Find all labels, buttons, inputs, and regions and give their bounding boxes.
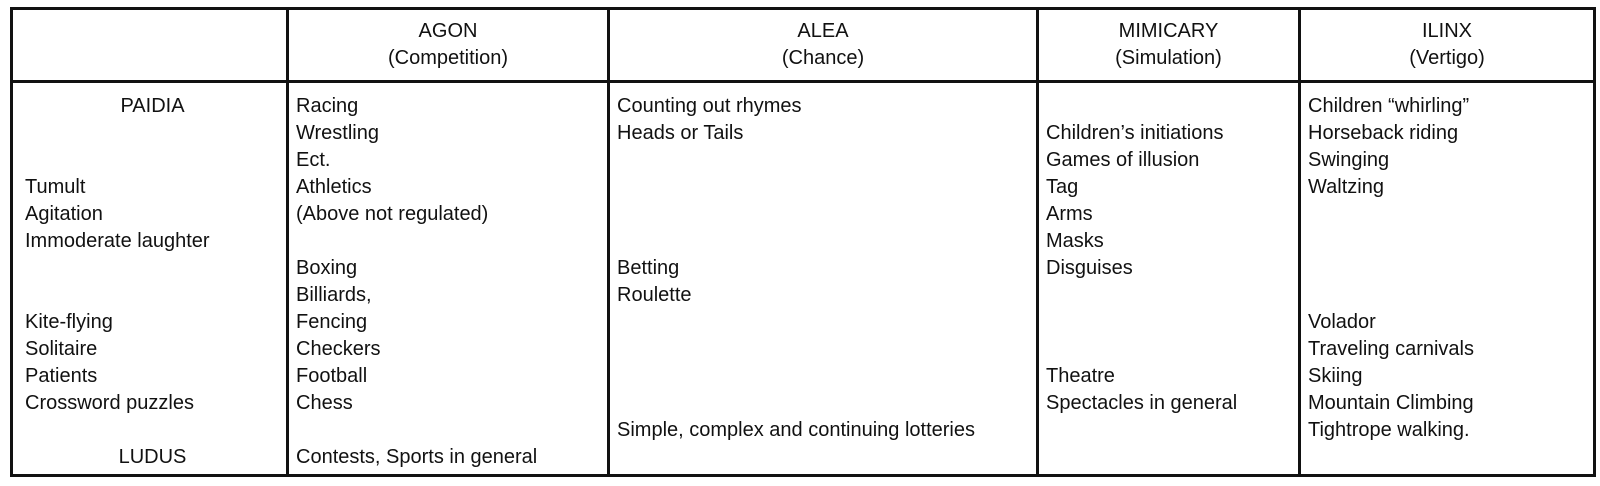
- row-label-item: Tumult: [25, 176, 86, 198]
- mimicary-item: [1046, 417, 1237, 444]
- header-ilinx: [1301, 10, 1593, 80]
- row-label-item: [25, 255, 280, 282]
- alea-item: [617, 363, 975, 390]
- row-label-item: Crossword puzzles: [25, 392, 194, 414]
- mimicary-item: Theatre: [1046, 365, 1115, 387]
- ilinx-item: Mountain Climbing: [1308, 392, 1474, 414]
- mimicary-item: [1046, 282, 1237, 309]
- agon-item: Boxing: [296, 257, 358, 279]
- header-agon: [289, 10, 607, 80]
- row-label-column: [25, 93, 280, 471]
- header-alea-name: ALEA: [797, 20, 849, 42]
- header-alea: [610, 10, 1036, 80]
- mimicary-item: Tag: [1046, 176, 1079, 198]
- ilinx-item: Horseback riding: [1308, 122, 1459, 144]
- paidia-label: PAIDIA: [120, 95, 185, 117]
- ilinx-item: Skiing: [1308, 365, 1363, 387]
- mimicary-item: Spectacles in general: [1046, 392, 1238, 414]
- header-agon-name: AGON: [418, 20, 478, 42]
- alea-item: [617, 174, 975, 201]
- ilinx-item: Children “whirling”: [1308, 95, 1470, 117]
- header-ilinx-name: ILINX: [1421, 20, 1473, 42]
- mimicary-item: Disguises: [1046, 257, 1133, 279]
- ludus-label: LUDUS: [118, 446, 187, 468]
- alea-item: Counting out rhymes: [617, 95, 802, 117]
- row-label-item: Agitation: [25, 203, 103, 225]
- row-label-item: Kite-flying: [25, 311, 113, 333]
- ilinx-column: [1308, 93, 1474, 471]
- agon-item: Football: [296, 365, 368, 387]
- header-agon-sub: (Competition): [387, 47, 509, 69]
- agon-item: Ect.: [296, 149, 331, 171]
- row-label-item: Patients: [25, 365, 98, 387]
- mimicary-item: [1046, 336, 1237, 363]
- alea-item: Roulette: [617, 284, 692, 306]
- mimicary-item: Children’s initiations: [1046, 122, 1224, 144]
- header-mimicary-sub: (Simulation): [1115, 47, 1222, 69]
- alea-item: [617, 309, 975, 336]
- agon-item: Checkers: [296, 338, 381, 360]
- mimicary-column: [1046, 93, 1237, 471]
- row-label-list: [25, 93, 280, 471]
- agon-column: [296, 93, 537, 471]
- row-label-item: [25, 417, 280, 444]
- mimicary-item: Games of illusion: [1046, 149, 1200, 171]
- ilinx-item: [1308, 201, 1474, 228]
- agon-item: Chess: [296, 392, 353, 414]
- games-classification-table: [10, 7, 1596, 477]
- agon-item: Wrestling: [296, 122, 379, 144]
- row-label-item: [25, 120, 280, 147]
- row-label-item: Solitaire: [25, 338, 98, 360]
- row-label-item: [25, 282, 280, 309]
- mimicary-item: [1046, 444, 1237, 471]
- header-mimicary: [1039, 10, 1298, 80]
- header-mimicary-name: MIMICARY: [1118, 20, 1219, 42]
- ilinx-item: Waltzing: [1308, 176, 1384, 198]
- alea-item: Simple, complex and continuing lotteries: [617, 419, 975, 441]
- ilinx-item: Volador: [1308, 311, 1376, 333]
- mimicary-item: Arms: [1046, 203, 1093, 225]
- mimicary-item: [1046, 93, 1237, 120]
- ilinx-item: [1308, 282, 1474, 309]
- agon-item: Athletics: [296, 176, 372, 198]
- alea-item: [617, 390, 975, 417]
- alea-column: [617, 93, 975, 471]
- alea-item: [617, 336, 975, 363]
- agon-item: [296, 228, 537, 255]
- header-alea-sub: (Chance): [781, 47, 865, 69]
- agon-item: Contests, Sports in general: [296, 446, 538, 468]
- ilinx-item: [1308, 255, 1474, 282]
- agon-item: (Above not regulated): [296, 203, 489, 225]
- agon-item: Fencing: [296, 311, 368, 333]
- alea-item: [617, 201, 975, 228]
- ilinx-item: [1308, 228, 1474, 255]
- mimicary-item: Masks: [1046, 230, 1104, 252]
- ilinx-item: Traveling carnivals: [1308, 338, 1474, 360]
- header-ilinx-sub: (Vertigo): [1409, 47, 1485, 69]
- ilinx-item: Swinging: [1308, 149, 1390, 171]
- ilinx-item: Tightrope walking.: [1308, 419, 1470, 441]
- agon-item: Billiards,: [296, 284, 372, 306]
- mimicary-item: [1046, 309, 1237, 336]
- agon-item: [296, 417, 537, 444]
- row-label-item: Immoderate laughter: [25, 230, 210, 252]
- alea-item: [617, 444, 975, 471]
- alea-item: [617, 228, 975, 255]
- row-label-item: [25, 147, 280, 174]
- agon-item: Racing: [296, 95, 359, 117]
- header-divider: [13, 80, 1593, 83]
- alea-item: Heads or Tails: [617, 122, 744, 144]
- alea-item: [617, 147, 975, 174]
- alea-item: Betting: [617, 257, 680, 279]
- ilinx-item: [1308, 444, 1474, 471]
